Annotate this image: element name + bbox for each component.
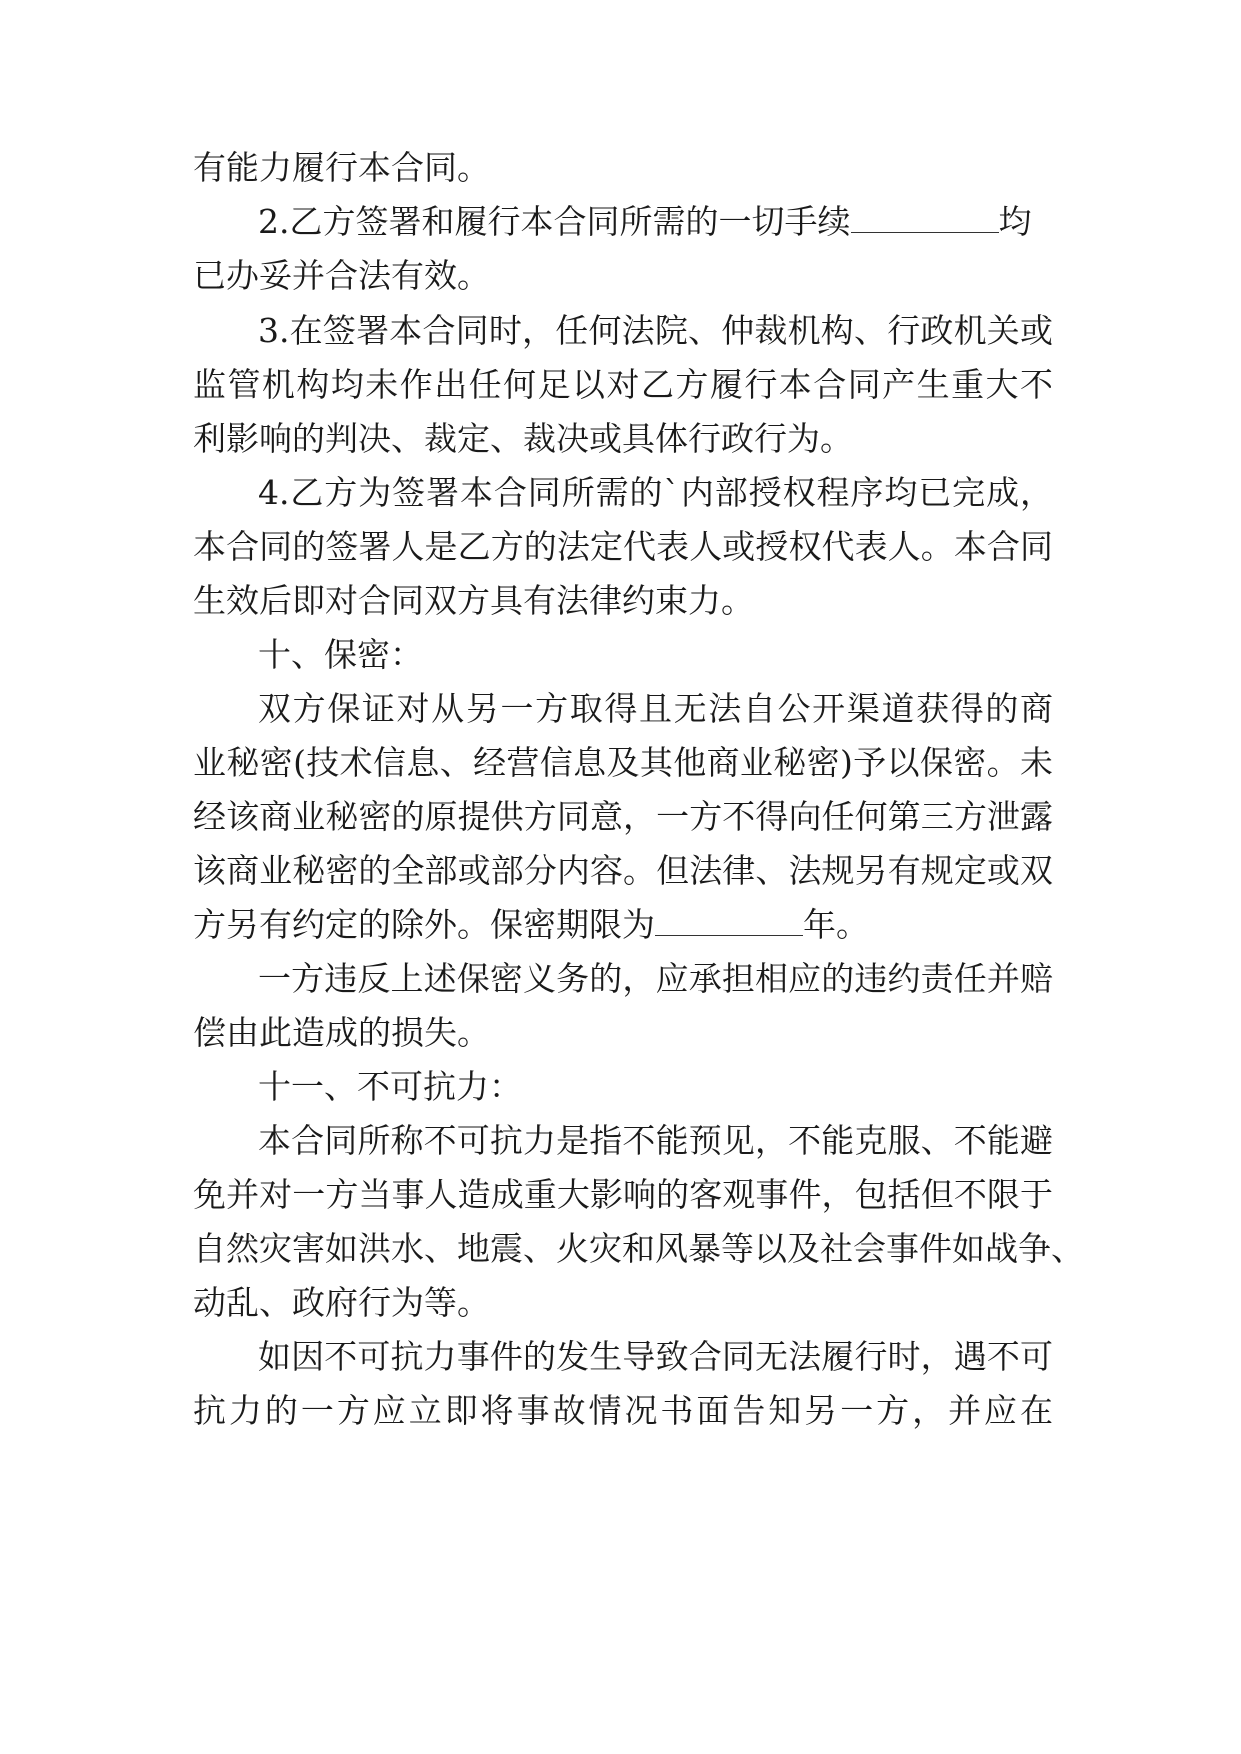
text-line: 动乱、政府行为等。 — [193, 1283, 490, 1322]
text-line: 生效后即对合同双方具有法律约束力。 — [193, 581, 754, 620]
section-heading: 十一、不可抗力： — [258, 1067, 522, 1106]
text-line: 双方保证对从另一方取得且无法自公开渠道获得的商 — [258, 689, 1053, 728]
text-line: 本合同的签署人是乙方的法定代表人或授权代表人。本合同 — [193, 527, 1053, 566]
text-line: 利影响的判决、裁定、裁决或具体行政行为。 — [193, 419, 853, 458]
text-line — [258, 199, 1053, 245]
text-line: 业秘密(技术信息、经营信息及其他商业秘密)予以保密。未 — [193, 743, 1053, 782]
text-line: 监管机构均未作出任何足以对乙方履行本合同产生重大不 — [193, 365, 1053, 404]
text-line: 4.乙方为签署本合同所需的`内部授权程序均已完成， — [258, 473, 1053, 512]
text-line: 3.在签署本合同时，任何法院、仲裁机构、行政机关或 — [258, 311, 1053, 350]
fill-in-blank — [655, 932, 803, 936]
text-line: 本合同所称不可抗力是指不能预见，不能克服、不能避 — [258, 1121, 1053, 1160]
text-line: 自然灾害如洪水、地震、火灾和风暴等以及社会事件如战争、 — [193, 1229, 1084, 1268]
text-line: 该商业秘密的全部或部分内容。但法律、法规另有规定或双 — [193, 851, 1053, 890]
text-segment: 年。 — [803, 905, 869, 944]
text-line: 已办妥并合法有效。 — [193, 256, 490, 295]
text-line: 偿由此造成的损失。 — [193, 1013, 490, 1052]
text-segment: 方另有约定的除外。保密期限为 — [193, 905, 655, 944]
text-line — [193, 902, 1053, 948]
text-line: 一方违反上述保密义务的，应承担相应的违约责任并赔 — [258, 959, 1053, 998]
text-line: 抗力的一方应立即将事故情况书面告知另一方，并应在 — [193, 1391, 1053, 1430]
text-line: 免并对一方当事人造成重大影响的客观事件，包括但不限于 — [193, 1175, 1053, 1214]
text-line: 如因不可抗力事件的发生导致合同无法履行时，遇不可 — [258, 1337, 1053, 1376]
text-segment: 均 — [998, 202, 1032, 241]
text-segment: 2.乙方签署和履行本合同所需的一切手续 — [258, 202, 851, 241]
text-line: 经该商业秘密的原提供方同意，一方不得向任何第三方泄露 — [193, 797, 1053, 836]
fill-in-blank — [851, 229, 999, 233]
text-line: 有能力履行本合同。 — [193, 148, 490, 187]
section-heading: 十、保密： — [258, 635, 423, 674]
